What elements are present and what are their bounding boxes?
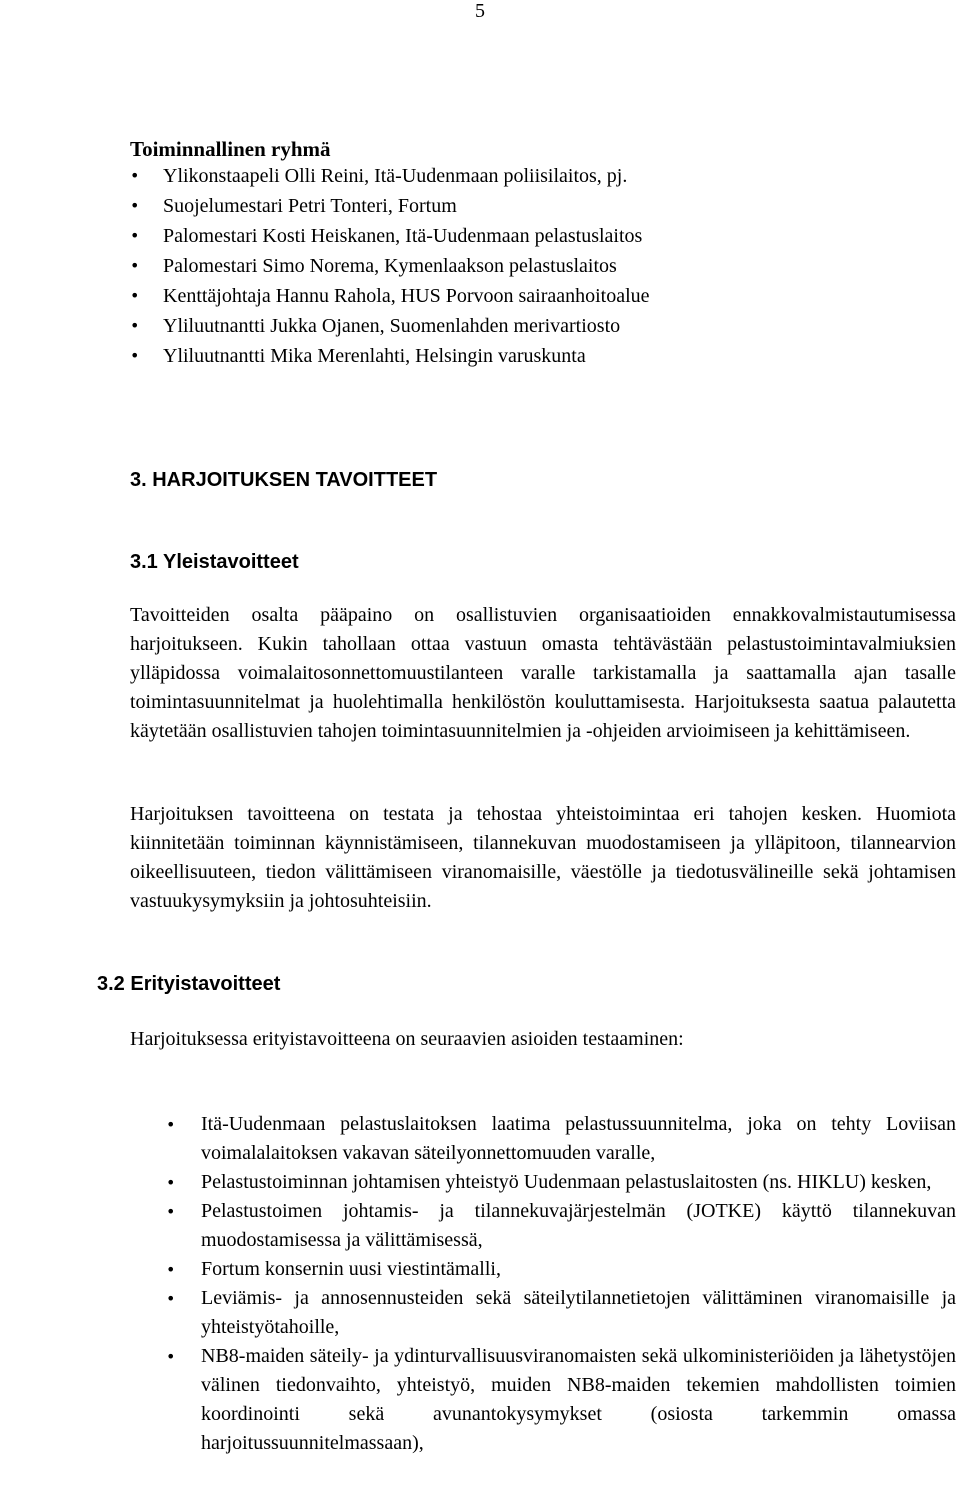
member-list-item: • Ylikonstaapeli Olli Reini, Itä-Uudenmaan poliisilaitos, pj. xyxy=(130,161,650,191)
objective-list-item: • Itä-Uudenmaan pelastuslaitoksen laatima pelastussuunnitelma, joka on tehty Loviisan voimalalaitoksen vakavan säteilyonnettomuuden varalle, xyxy=(166,1110,956,1168)
member-list-item: • Palomestari Simo Norema, Kymenlaakson pelastuslaitos xyxy=(130,251,650,281)
member-list-item: • Suojelumestari Petri Tonteri, Fortum xyxy=(130,191,650,221)
functional-group-members xyxy=(130,161,650,371)
member-list-item: • Yliluutnantti Jukka Ojanen, Suomenlahden merivartiosto xyxy=(130,311,650,341)
objective-list-item: • Pelastustoimen johtamis- ja tilannekuvajärjestelmän (JOTKE) käyttö tilannekuvan muodostamisessa ja välittämisessä, xyxy=(166,1197,956,1255)
member-list-item: • Palomestari Kosti Heiskanen, Itä-Uudenmaan pelastuslaitos xyxy=(130,221,650,251)
objective-list-item: • NB8-maiden säteily- ja ydinturvallisuusviranomaisten sekä ulkoministeriöiden ja lähetystöjen välinen tiedonvaihto, yhteistyö, muiden NB8-maiden tekemien mahdollisten toimien koordinointi sekä avunantokysymykset (osiosta tarkemmin omassa harjoitussuunnitelmassaan), xyxy=(166,1342,956,1458)
specific-objectives-intro: Harjoituksessa erityistavoitteena on seuraavien asioiden testaaminen: xyxy=(130,1028,684,1050)
specific-objectives-list xyxy=(166,1110,956,1458)
objective-list-item: • Leviämis- ja annosennusteiden sekä säteilytilannetietojen välittäminen viranomaisille ja yhteistyötahoille, xyxy=(166,1284,956,1342)
general-objectives-paragraph: Tavoitteiden osalta pääpaino on osallistuvien organisaatioiden ennakkovalmistautumisessa harjoitukseen. Kukin tahollaan ottaa vastuun omasta tehtävästään pelastustoimintavalmiuksien ylläpidossa voimalaitosonnettomuustilanteen varalle tarkistamalla ja saattamalla ajan tasalle toimintasuunnitelmat ja huolehtimalla henkilöstön kouluttamisesta. Harjoituksesta saatua palautetta käytetään osallistuvien tahojen toimintasuunnitelmien ja -ohjeiden arvioimiseen ja kehittämiseen. xyxy=(130,604,956,742)
objective-list-item: • Fortum konsernin uusi viestintämalli, xyxy=(166,1255,956,1284)
objective-list-item: • Pelastustoiminnan johtamisen yhteistyö Uudenmaan pelastuslaitosten (ns. HIKLU) kesken, xyxy=(166,1168,956,1197)
functional-group-heading: Toiminnallinen ryhmä xyxy=(130,137,331,161)
subsection-heading-specific-objectives: 3.2 Erityistavoitteet xyxy=(97,973,281,995)
member-list-item: • Kenttäjohtaja Hannu Rahola, HUS Porvoon sairaanhoitoalue xyxy=(130,281,650,311)
section-heading-objectives: 3. HARJOITUKSEN TAVOITTEET xyxy=(130,469,438,491)
subsection-heading-general-objectives: 3.1 Yleistavoitteet xyxy=(130,551,299,573)
general-objectives-paragraph: Harjoituksen tavoitteena on testata ja tehostaa yhteistoimintaa eri tahojen kesken. Huomiota kiinnitetään toiminnan käynnistämiseen, tilannekuvan muodostamiseen ja ylläpitoon, tilannearvion oikeellisuuteen, tiedon välittämiseen viranomaisille, väestölle ja tiedotusvälineille sekä johtamisen vastuukysymyksiin ja johtosuhteisiin. xyxy=(130,803,956,912)
page-number: 5 xyxy=(475,0,485,22)
member-list-item: • Yliluutnantti Mika Merenlahti, Helsingin varuskunta xyxy=(130,341,650,371)
